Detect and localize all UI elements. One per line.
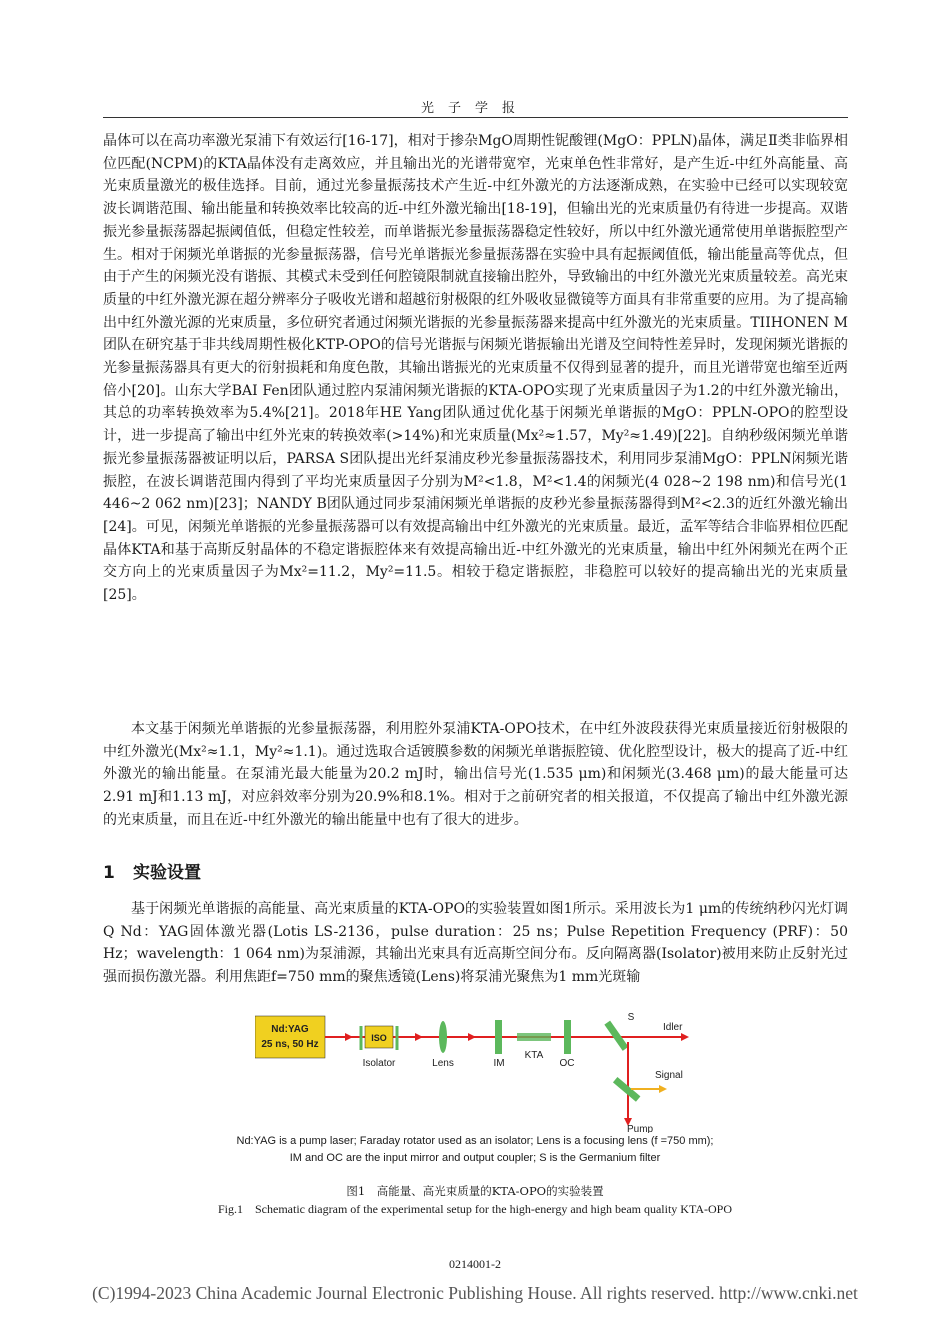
section-heading: [103, 858, 201, 883]
figure-caption-en: Fig.1 Schematic diagram of the experimental setup for the high-energy and high beam quality KTA-OPO: [217, 1202, 733, 1216]
pump-label: Pump: [627, 1124, 654, 1133]
page-number: 0214001-2: [449, 1257, 501, 1271]
beam-arrow-1: [345, 1033, 353, 1041]
beam-arrow-3: [468, 1033, 476, 1041]
kta-crystal: [517, 1033, 551, 1041]
paragraph-intro-continued: 晶体可以在高功率激光泵浦下有效运行[16-17]，相对于掺杂MgO周期性铌酸锂(MgO：PPLN)晶体，满足Ⅱ类非临界相位匹配(NCPM)的KTA晶体没有走离效应，并且输出光的光谱带宽窄，光束单色性非常好，是产生近-中红外高能量、高光束质量激光的极佳选择。目前，通过光参量振荡技术产生近-中红外激光的方法逐渐成熟，在实验中已经可以实现较宽波长调谐范围、输出能量和转换效率比较高的近-中红外激光输出[18-19]，但输出光的光束质量仍有待进一步提高。双谐振光参量振荡器起振阈值低，但稳定性较差，而单谐振光参量振荡器稳定性较好，所以中红外激光通常使用单谐振腔型产生。相对于闲频光单谐振的光参量振荡器，信号光单谐振光参量振荡器在实验中具有起振阈值低，输出能量高等优点，但由于产生的闲频光没有谐振、其模式未受到任何腔镜限制就直接输出腔外，导致输出的中红外激光光束质量较差。高光束质量的中红外激光源在超分辨率分子吸收光谱和超越衍射极限的红外吸收显微镜等方面具有非常重要的应用。为了提高输出中红外激光源的光束质量，多位研究者通过闲频光谐振的光参量振荡器来提高中红外激光的光束质量。TIIHONEN M团队在研究基于非共线周期性极化KTP-OPO的信号光谐振与闲频光谐振输出光谱及空间特性差异时，发现闲频光谐振的光参量振荡器具有更大的衍射损耗和角度色散，其输出谐振光的光束质量不仅得到显著的提升，而且光谱带宽也缩至近两倍小[20]。山东大学BAI Fen团队通过腔内泵浦闲频光谐振的KTA-OPO实现了光束质量因子为1.2的中红外激光输出，其总的功率转换效率为5.4%[21]。2018年HE Yang团队通过优化基于闲频光单谐振的MgO：PPLN-OPO的腔型设计，进一步提高了输出中红外光束的转换效率(>14%)和光束质量(Mx²≈1.57，My²≈1.49)[22]。自纳秒级闲频光单谐振光参量振荡器被证明以后，PARSA S团队提出光纤泵浦皮秒光参量振荡器技术，利用同步泵浦MgO：PPLN闲频光谐振腔，在波长调谐范围内得到了平均光束质量因子分别为M²<1.8，M²<1.4的闲频光(4 028~2 198 nm)和信号光(1 446~2 062 nm)[23]；NANDY B团队通过同步泵浦闲频光单谐振的皮秒光参量振荡器得到M²<2.3的近红外激光输出[24]。可见，闲频光单谐振的光参量振荡器可以有效提高输出中红外激光的光束质量。最近，孟军等结合非临界相位匹配晶体KTA和基于高斯反射晶体的不稳定谐振腔体来有效提高输出近-中红外激光的光束质量，输出中红外闲频光在两个正交方向上的光束质量因子为Mx²=11.2，My²=11.5。相较于稳定谐振腔，非稳腔可以较好的提高输出光的光束质量[25]。: [103, 133, 848, 604]
isolator-caption: Isolator: [362, 1058, 396, 1069]
figure-note: [200, 1133, 750, 1167]
figure-note-line-2: IM and OC are the input mirror and output coupler; S is the Germanium filter: [289, 1152, 661, 1164]
lens: [439, 1021, 447, 1053]
paragraph-setup: 基于闲频光单谐振的高能量、高光束质量的KTA-OPO的实验装置如图1所示。采用波长为1 μm的传统纳秒闪光灯调Q Nd：YAG固体激光器(Lotis LS-2136，pulse duration：25 ns；Pulse Repetition Frequency (PRF)：50 Hz；wavelength：1 064 nm)为泵浦源，其输出光束具有近高斯空间分布。反向隔离器(Isolator)被用来防止反射光过强而损伤激光器。利用焦距f=750 mm的聚焦透镜(Lens)将泵浦光聚焦为1 mm光斑输: [103, 901, 848, 986]
idler-label: Idler: [663, 1022, 683, 1033]
laser-label-2: 25 ns, 50 Hz: [261, 1039, 319, 1050]
kta-label: KTA: [524, 1050, 544, 1061]
paragraph-this-work: 本文基于闲频光单谐振的光参量振荡器，利用腔外泵浦KTA-OPO技术，在中红外波段获得光束质量接近衍射极限的中红外激光(Mx²≈1.1，My²≈1.1)。通过选取合适镀膜参数的闲频光单谐振腔镜、优化腔型设计，极大的提高了近-中红外激光的输出能量。在泵浦光最大能量为20.2 mJ时，输出信号光(1.535 μm)和闲频光(3.468 μm)的最大能量可达2.91 mJ和1.13 mJ，对应斜效率分别为20.9%和8.1%。相对于之前研究者的相关报道，不仅提高了输出中红外激光源的光束质量，而且在近-中红外激光的输出能量中也有了很大的进步。: [103, 721, 848, 828]
header-rule: [103, 117, 848, 118]
input-mirror: [495, 1020, 502, 1054]
beam-arrow-2: [415, 1033, 423, 1041]
journal-header: 光子学报: [420, 101, 529, 116]
im-caption: IM: [493, 1058, 505, 1069]
setup-diagram: [255, 1008, 695, 1133]
output-coupler: [564, 1020, 571, 1054]
figure-note-line-1: Nd:YAG is a pump laser; Faraday rotator used as an isolator; Lens is a focusing lens (f =750 mm);: [236, 1135, 714, 1147]
section-title: 实验设置: [133, 863, 201, 883]
germanium-filter-top: [604, 1021, 628, 1051]
signal-arrow: [659, 1085, 667, 1093]
idler-arrow: [681, 1033, 689, 1041]
lens-caption: Lens: [432, 1058, 454, 1069]
oc-caption: OC: [559, 1058, 575, 1069]
figure-caption-cn: 图1 高能量、高光束质量的KTA-OPO的实验装置: [346, 1184, 604, 1198]
signal-label: Signal: [655, 1070, 683, 1081]
copyright-footer: (C)1994-2023 China Academic Journal Electronic Publishing House. All rights reserved. http://www.cnki.net: [92, 1283, 858, 1303]
laser-box: [255, 1016, 325, 1058]
s-label: S: [627, 1012, 635, 1023]
section-number: 1: [103, 863, 115, 883]
iso-label: ISO: [371, 1033, 387, 1043]
laser-label-1: Nd:YAG: [271, 1024, 309, 1035]
